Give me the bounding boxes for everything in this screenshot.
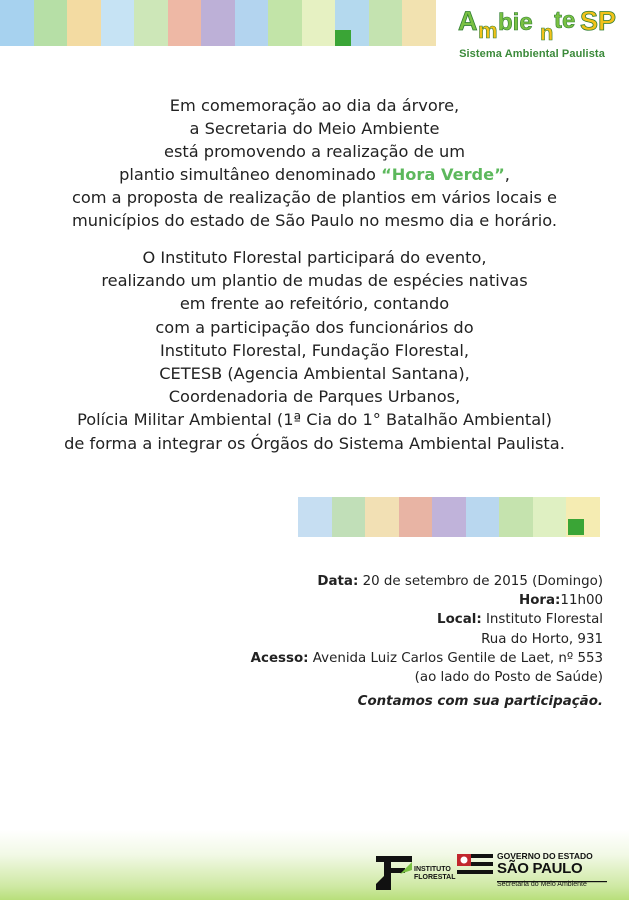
participation-line: com a participação dos funcionários do — [155, 317, 474, 337]
event-name-highlight: “Hora Verde” — [381, 165, 505, 184]
event-place — [251, 610, 603, 629]
intro-paragraph — [0, 94, 629, 232]
color-square — [168, 0, 202, 46]
color-square — [298, 497, 332, 537]
intro-line: a Secretaria do Meio Ambiente — [189, 119, 440, 138]
svg-text:bie: bie — [498, 9, 533, 36]
color-square — [67, 0, 101, 46]
participation-line: Instituto Florestal, Fundação Florestal, — [159, 340, 470, 360]
intro-line: com a proposta de realização de plantios em vários locais e — [71, 188, 558, 207]
sp-state-name: SÃO PAULO — [497, 860, 583, 877]
color-square — [432, 497, 466, 537]
place-label: Local: — [437, 612, 482, 628]
green-square-decoration — [335, 30, 351, 46]
intro-line: está promovendo a realização de um — [163, 142, 465, 161]
svg-text:SP: SP — [580, 6, 617, 36]
access-value: Avenida Luiz Carlos Gentile de Laet, nº 553 — [308, 650, 603, 666]
svg-text:m: m — [478, 18, 498, 43]
color-square — [235, 0, 269, 46]
event-access — [251, 649, 603, 668]
event-time — [251, 591, 603, 610]
participation-line: Coordenadoria de Parques Urbanos, — [168, 387, 461, 407]
intro-line — [0, 163, 629, 186]
participation-line: de forma a integrar os Órgãos do Sistema Ambiental Paulista. — [64, 433, 565, 453]
color-square — [0, 0, 34, 46]
color-square — [365, 497, 399, 537]
intro-line: municípios do estado de São Paulo no mesmo dia e horário. — [71, 211, 557, 230]
svg-text:n: n — [540, 20, 554, 45]
access-label: Acesso: — [250, 650, 309, 666]
top-color-strip — [0, 0, 436, 46]
place-address: Rua do Horto, 931 — [481, 631, 603, 647]
sp-secretariat: Secretaria do Meio Ambiente — [497, 881, 587, 888]
svg-text:A: A — [458, 6, 478, 36]
intro-text: plantio simultâneo denominado — [119, 165, 382, 184]
logo-subtitle: Sistema Ambiental Paulista — [459, 48, 605, 60]
color-square — [402, 0, 436, 46]
participation-paragraph — [0, 246, 629, 455]
time-label: Hora: — [519, 593, 561, 609]
participation-line: em frente ao refeitório, contando — [179, 294, 450, 314]
svg-text:te: te — [554, 7, 576, 34]
color-square — [399, 497, 433, 537]
event-details — [251, 572, 603, 687]
place-value: Instituto Florestal — [481, 612, 603, 628]
sp-government-line: GOVERNO DO ESTADO — [497, 851, 593, 861]
closing-message: Contamos com sua participação. — [357, 694, 603, 709]
green-square-decoration — [568, 519, 584, 535]
color-square — [101, 0, 135, 46]
participation-line: Polícia Militar Ambiental (1ª Cia do 1° Batalhão Ambiental) — [77, 410, 552, 430]
color-square — [533, 497, 567, 537]
color-square — [34, 0, 68, 46]
instituto-florestal-text — [414, 866, 455, 882]
participation-line: realizando um plantio de mudas de espécies nativas — [101, 271, 528, 291]
color-square — [369, 0, 403, 46]
participation-line: O Instituto Florestal participará do evento, — [142, 248, 487, 267]
color-square — [268, 0, 302, 46]
color-square — [499, 497, 533, 537]
middle-color-strip — [298, 497, 600, 537]
color-square — [302, 0, 336, 46]
intro-text: , — [504, 165, 510, 184]
participation-line: CETESB (Agencia Ambiental Santana), — [159, 364, 470, 384]
event-date — [251, 572, 603, 591]
color-square — [332, 497, 366, 537]
if-line: FLORESTAL — [414, 874, 456, 881]
color-square — [134, 0, 168, 46]
if-line: INSTITUTO — [414, 866, 451, 873]
date-label: Data: — [317, 574, 359, 589]
date-value: 20 de setembro de 2015 (Domingo) — [358, 574, 603, 589]
access-note: (ao lado do Posto de Saúde) — [414, 670, 603, 686]
intro-line: Em comemoração ao dia da árvore, — [169, 96, 460, 115]
time-value: 11h00 — [560, 593, 603, 609]
color-square — [466, 497, 500, 537]
color-square — [201, 0, 235, 46]
